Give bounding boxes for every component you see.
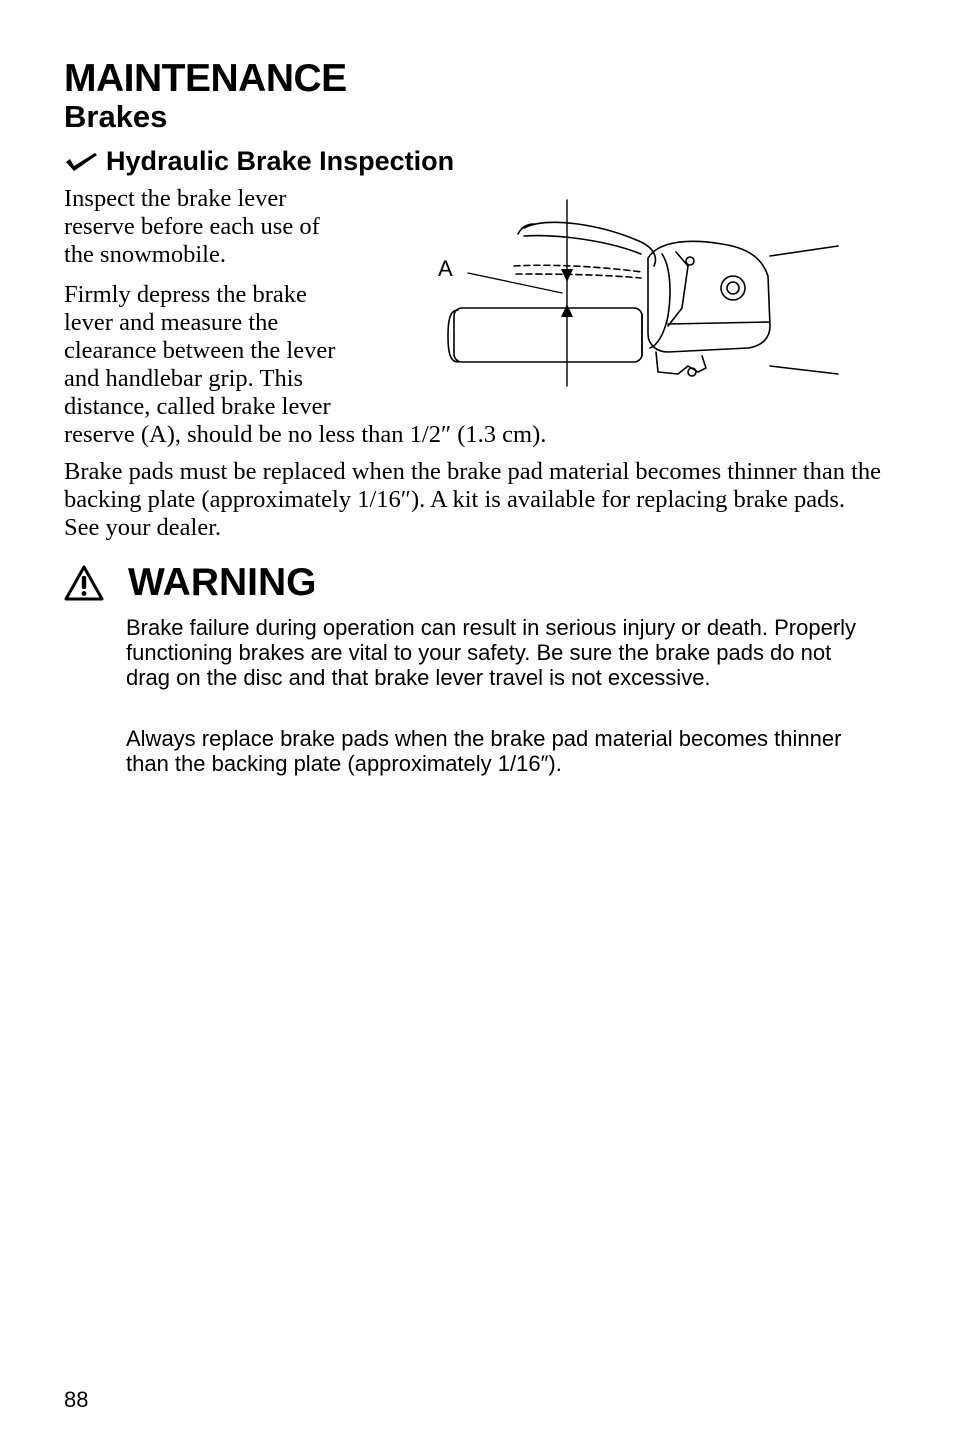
warning-header <box>64 560 894 606</box>
measurement-paragraph: Firmly depress the brake lever and measure the clearance between the lever and handlebar grip. This distance, called brake lever <box>64 281 336 420</box>
topic-heading-label: Hydraulic Brake Inspection <box>106 146 455 176</box>
checkmark-icon <box>64 150 98 172</box>
warning-triangle-icon <box>64 565 104 601</box>
topic-heading <box>64 144 454 178</box>
callout-label-a: A <box>438 256 453 281</box>
inspection-paragraph: Inspect the brake lever reserve before each use of the snowmobile. <box>64 185 320 268</box>
section-title: MAINTENANCE <box>64 57 347 100</box>
brake-pad-paragraph: Brake pads must be replaced when the brake pad material becomes thinner than the backing plate (approximately 1/16″). A kit is available for replacing brake pads. See your dealer. <box>64 458 882 541</box>
brake-lever-illustration <box>436 196 846 392</box>
warning-block <box>64 560 894 776</box>
warning-paragraph-1: Brake failure during operation can result in serious injury or death. Properly functioning brakes are vital to your safety. Be sure the brake pads do not drag on the disc and that brake lever travel is not excessive. <box>126 615 857 690</box>
page-number: 88 <box>64 1387 89 1412</box>
measurement-paragraph-end: reserve (A), should be no less than 1/2″ (1.3 cm). <box>64 421 547 448</box>
warning-title: WARNING <box>128 561 317 604</box>
warning-paragraph-2: Always replace brake pads when the brake pad material becomes thinner than the backing plate (approximately 1/16″). <box>126 726 842 776</box>
subsection-title: Brakes <box>64 99 168 134</box>
